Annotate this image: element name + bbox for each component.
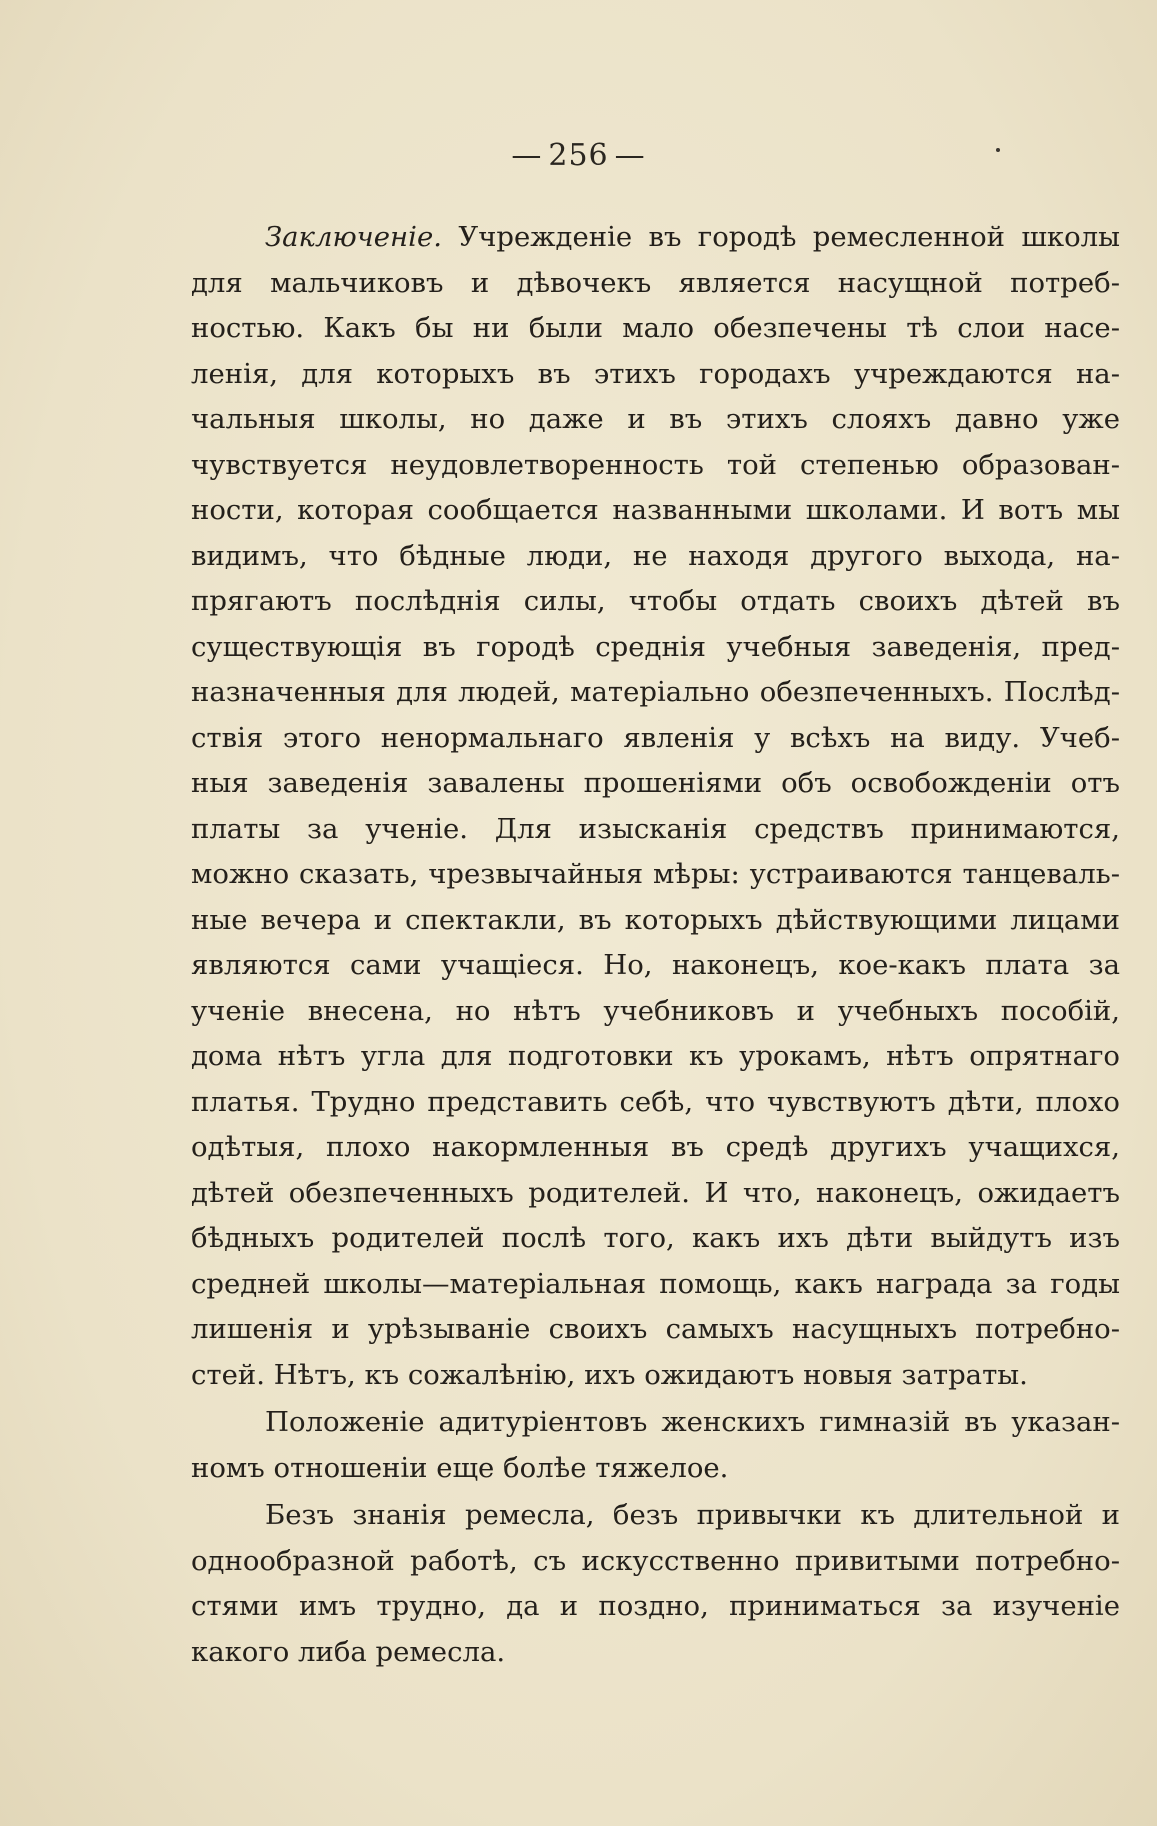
text-line: чальныя школы, но даже и въ этихъ слояхъ давно уже: [191, 403, 1120, 435]
text-line: [191, 215, 1120, 261]
text-line: являются сами учащіеся. Но, наконецъ, кое-какъ плата за: [191, 949, 1120, 981]
text-line: можно сказать, чрезвычайныя мѣры: устраиваются танцеваль-: [191, 858, 1120, 890]
text-line: стями имъ трудно, да и поздно, приниматься за изученіе: [191, 1590, 1120, 1622]
text-line: платы за ученіе. Для изысканія средствъ принимаются,: [191, 812, 1120, 845]
text-line: однообразной работѣ, съ искусственно привитыми потребно-: [191, 1544, 1120, 1577]
paragraph-conclusion: [191, 215, 1120, 1398]
text-line: Положеніе адитуріентовъ женскихъ гимназій въ указан-: [265, 1406, 1120, 1438]
page-number-suffix: —: [614, 138, 646, 173]
text-line-content: Учрежденіе въ городѣ ремесленной школы: [441, 221, 1120, 253]
page-number-prefix: —: [511, 138, 543, 173]
text-line: ностью. Какъ бы ни были мало обезпечены тѣ слои насе-: [191, 312, 1120, 344]
text-line: какого либа ремесла.: [191, 1635, 506, 1668]
text-line: назначенныя для людей, матеріально обезпеченныхъ. Послѣд-: [191, 676, 1120, 708]
text-line: ленія, для которыхъ въ этихъ городахъ учреждаются на-: [191, 357, 1120, 390]
text-line: для мальчиковъ и дѣвочекъ является насущной потреб-: [191, 266, 1120, 299]
page-number-value: 256: [548, 138, 609, 173]
text-line: существующія въ городѣ среднія учебныя заведенія, пред-: [191, 630, 1120, 663]
page-number: [0, 138, 1157, 173]
text-line: ности, которая сообщается названными школами. И вотъ мы: [191, 494, 1120, 526]
text-line: средней школы—матеріальная помощь, какъ награда за годы: [191, 1267, 1120, 1300]
ink-speck: [996, 148, 1000, 152]
text-line: ученіе внесена, но нѣтъ учебниковъ и учебныхъ пособій,: [191, 994, 1120, 1027]
text-line: стей. Нѣтъ, къ сожалѣнію, ихъ ожидаютъ новыя затраты.: [191, 1358, 1028, 1391]
text-line: бѣдныхъ родителей послѣ того, какъ ихъ дѣти выйдутъ изъ: [191, 1222, 1120, 1254]
body-text: [191, 215, 1120, 1677]
text-line: ствія этого ненормальнаго явленія у всѣхъ на виду. Учеб-: [191, 721, 1120, 754]
text-line: ные вечера и спектакли, въ которыхъ дѣйствующими лицами: [191, 903, 1120, 936]
text-line: ныя заведенія завалены прошеніями объ освобожденіи отъ: [191, 767, 1120, 799]
text-line: номъ отношеніи еще болѣе тяжелое.: [191, 1451, 729, 1484]
text-line: прягаютъ послѣднія силы, чтобы отдать своихъ дѣтей въ: [191, 585, 1120, 617]
text-line: Безъ знанія ремесла, безъ привычки къ длительной и: [265, 1499, 1120, 1531]
paragraph-craft: [191, 1493, 1120, 1675]
text-line: одѣтыя, плохо накормленныя въ средѣ другихъ учащихся,: [191, 1131, 1120, 1163]
text-line: платья. Трудно представить себѣ, что чувствуютъ дѣти, плохо: [191, 1085, 1120, 1118]
paragraph-graduates: [191, 1400, 1120, 1491]
text-line: чувствуется неудовлетворенность той степенью образован-: [191, 448, 1120, 481]
section-lead-word: Заключеніе.: [265, 221, 442, 253]
text-line: дѣтей обезпеченныхъ родителей. И что, наконецъ, ожидаетъ: [191, 1176, 1120, 1209]
text-line: лишенія и урѣзываніе своихъ самыхъ насущныхъ потребно-: [191, 1313, 1120, 1345]
text-line: дома нѣтъ угла для подготовки къ урокамъ, нѣтъ опрятнаго: [191, 1040, 1120, 1072]
text-line: видимъ, что бѣдные люди, не находя другого выхода, на-: [191, 539, 1120, 572]
